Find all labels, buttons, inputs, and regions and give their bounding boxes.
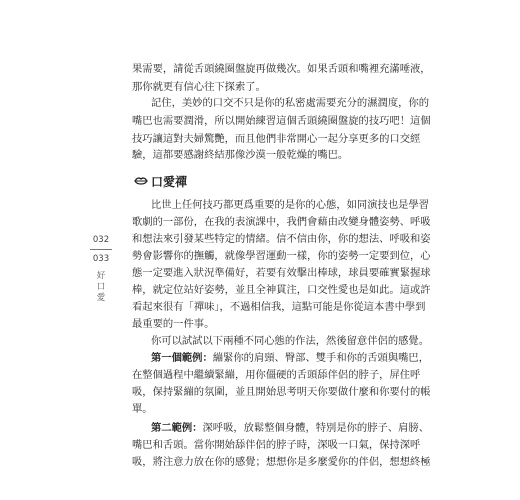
text-line: 果需要，請從舌頭繞圈盤旋再做幾次。如果舌頭和嘴裡充滿唾液，: [132, 63, 431, 75]
text-line: 棒，就定位站好姿勢，並且全神貫注，口交性愛也是如此。這或許: [132, 284, 431, 296]
text-line: 驗，這都要感謝終結那像沙漠一般乾燥的嘴巴。: [132, 149, 349, 161]
text-line: 歌劇的一部份，在我的表演課中，我們會藉由改變身體姿勢、呼吸: [132, 216, 431, 228]
text-line: 技巧讓這對夫婦驚艷，而且他們非常開心一起分享更多的口交經: [132, 133, 421, 145]
text-line: 比世上任何技巧都更爲重要的是你的心態，如同演技也是學習: [151, 199, 430, 211]
example-line: 第二範例：深呼吸，放鬆整個身體，特別是你的脖子、肩膀、: [151, 422, 430, 434]
text-line: 勢會影響你的撫觸，就像學習運動一樣，你的姿勢一定要到位，心: [132, 250, 431, 262]
text-line: 你可以試試以下兩種不同心態的作法，然後留意伴侶的感覺。: [151, 335, 430, 347]
section-heading-text: 口愛禪: [151, 174, 188, 189]
example1-label: 第一個範例：: [151, 352, 213, 364]
text-line: 記住，美妙的口交不只是你的私密處需要充分的濕潤度，你的: [151, 97, 430, 109]
text-line: 單。: [132, 403, 153, 415]
text-line: 那你就更有信心往下探索了。: [132, 81, 266, 93]
page-divider: [90, 249, 112, 250]
text-line: 嘴巴也需要潤滑，所以開始練習這個舌頭繞圈盤旋的技巧吧！這個: [132, 115, 431, 127]
section-heading: [134, 173, 187, 189]
lips-icon: [134, 176, 148, 186]
example-line: 第一個範例：繃緊你的肩頸、臀部、雙手和你的舌頭與嘴巴，: [151, 352, 430, 364]
text-line: 嘴巴和舌頭。當你開始舔伴侶的脖子時，深吸一口氣，保持深呼: [132, 439, 421, 451]
text-line: 看起來很有「禪味」，不過相信我，這點可能是你從這本書中學到: [132, 301, 426, 313]
text-line: 吸，將注意力放在你的感覺；想想你是多麼愛你的伴侶，想想終極: [132, 456, 431, 468]
vertical-book-title: 好口愛: [96, 271, 106, 303]
text-line: 和想法來引發某些特定的情緒。信不信由你，你的想法、呼吸和姿: [132, 233, 431, 245]
example2-label: 第二範例：: [151, 422, 203, 434]
text-line: 在整個過程中繼續緊繃，用你僵硬的舌頭舔伴侶的脖子，屏住呼: [132, 369, 421, 381]
page-number-left: 032: [92, 235, 110, 245]
page-number-right: 033: [92, 254, 110, 264]
text-line: 最重要的一件事。: [132, 318, 215, 330]
text-line: 態一定要進入狀況準備好，若要有效擊出棒球，球員要確實緊握球: [132, 267, 431, 279]
text-line: 吸，保持緊繃的氛圍，並且開始思考明天你要做什麼和你要付的帳: [132, 386, 431, 398]
